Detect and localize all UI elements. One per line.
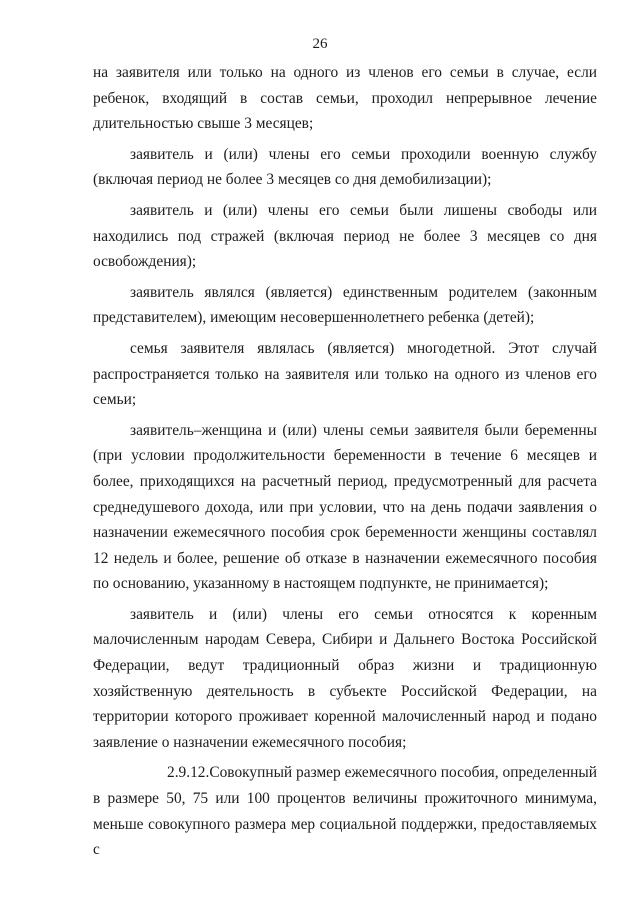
paragraph-section-2-9-12 <box>93 760 597 862</box>
document-body <box>93 60 597 868</box>
paragraph-large-family: семья заявителя являлась (является) многодетной. Этот случай распространяется только на заявителя или только на одного из членов его семьи; <box>93 339 597 409</box>
page-number: 26 <box>312 36 328 52</box>
paragraph-indigenous-peoples: заявитель и (или) члены его семьи относятся к коренным малочисленным народам Севера, Сибири и Дальнего Востока Российской Федерации, ведут традиционный образ жизни и традиционную хозяйственную деятельность в субъекте Российской Федерации, на территории которого проживает коренной малочисленный народ и подано заявление о назначении ежемесячного пособия; <box>93 605 597 751</box>
paragraph-continuation: на заявителя или только на одного из членов его семьи в случае, если ребенок, входящий в состав семьи, проходил непрерывное лечение длительностью свыше 3 месяцев; <box>93 64 597 133</box>
paragraph-military-service: заявитель и (или) члены его семьи проходили военную службу (включая период не более 3 месяцев со дня демобилизации); <box>93 145 597 189</box>
paragraph-pregnancy: заявитель–женщина и (или) члены семьи заявителя были беременны (при условии продолжительности беременности в течение 6 месяцев и более, приходящихся на расчетный период, предусмотренный для расчета среднедушевого дохода, или при условии, что на день подачи заявления о назначении ежемесячного пособия срок беременности женщины составлял 12 недель и более, решение об отказе в назначении ежемесячного пособия по основанию, указанному в настоящем подпункте, не принимается); <box>93 421 597 593</box>
paragraph-imprisonment: заявитель и (или) члены его семьи были лишены свободы или находились под стражей (включая период не более 3 месяцев со дня освобождения); <box>93 201 597 271</box>
paragraph-single-parent: заявитель являлся (является) единственным родителем (законным представителем), имеющим несовершеннолетнего ребенка (детей); <box>93 283 597 327</box>
section-text: Совокупный размер ежемесячного пособия, определенный в размере 50, 75 или 100 процентов величины прожиточного минимума, меньше совокупного размера мер социальной поддержки, предоставляемых с <box>93 764 597 859</box>
section-number: 2.9.12. <box>167 764 210 782</box>
